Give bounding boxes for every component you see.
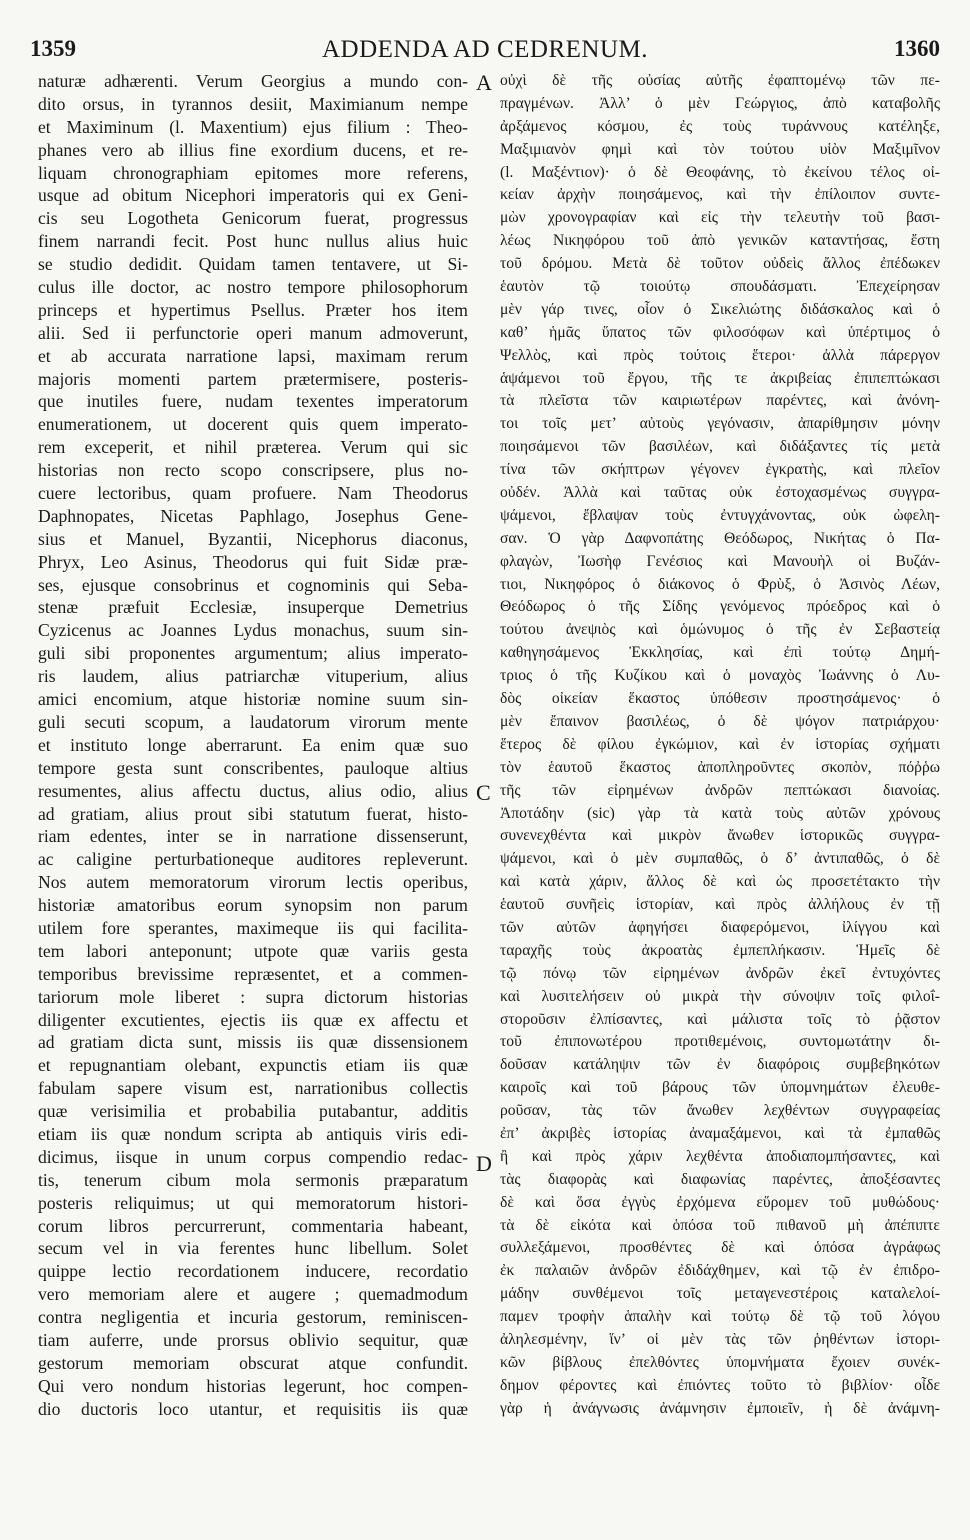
latin-text-line: tempore gesta sunt conscribentes, pauloque altius bbox=[38, 757, 468, 778]
latin-text-line: dicimus, iisque in unum corpus compendio redac- bbox=[38, 1146, 468, 1167]
greek-text-line: Μαξιμιανὸν φημὶ καὶ τὸν τούτου υἱὸν Μαξιμῖνον bbox=[500, 140, 940, 158]
latin-text-line: corum libros percurrerunt, commentaria habeant, bbox=[38, 1215, 468, 1236]
greek-text-line: Θεόδωρος ὁ τῆς Σίδης γενόμενος πρόεδρος καὶ ὁ bbox=[500, 598, 940, 616]
greek-text-line: τῷ πόνῳ τῶν εἰρημένων ἀνδρῶν ἐκεῖ ἐντυχόντες bbox=[500, 964, 940, 982]
latin-text-line: tem labori anteponunt; utpote quæ variis gesta bbox=[38, 940, 468, 961]
margin-marker-c: C bbox=[476, 780, 491, 805]
greek-text-line: Ψελλὸς, καὶ πρὸς τούτοις ἕτεροι· ἀλλὰ πάρεργον bbox=[500, 346, 940, 364]
margin-marker-d: D bbox=[476, 1151, 492, 1176]
latin-text-line: et Maximinum (l. Maxentium) ejus filium : Theo- bbox=[38, 116, 468, 137]
latin-text-line: utilem fore sperantes, maximeque iis qui facilita- bbox=[38, 917, 468, 938]
greek-column bbox=[500, 70, 940, 1525]
latin-text-line: et instituto longe aberrarunt. Ea enim quæ suo bbox=[38, 734, 468, 755]
latin-text-line: guli sibi proponentes argumentum; alius imperato- bbox=[38, 643, 468, 664]
latin-text-line: et ab accurata narratione lapsi, maximam rerum bbox=[38, 345, 468, 366]
latin-text-line: Daphnopates, Nicetas Paphlago, Josephus Gene- bbox=[38, 505, 468, 526]
greek-text-line: καιροῖς καὶ τοῦ βάρους τῶν ὑπομνημάτων ἐλευθε- bbox=[500, 1079, 940, 1097]
greek-text-line: τριος ὁ τῆς Κυζίκου καὶ ὁ μοναχὸς Ἰωάννης ὁ Λυ- bbox=[500, 667, 940, 685]
greek-text-line: ἀληλεσμένην, ἵν’ οἱ μὲν τὰς τῶν ῥηθέντων ἱστορι- bbox=[500, 1330, 940, 1348]
greek-text-line: γὰρ ἡ ἀνάγνωσις ἀνάμνησιν ἐμποιεῖν, ἡ δὲ ἀνάμνη- bbox=[500, 1399, 940, 1417]
latin-text-line: ad gratiam dicta sunt, missis iis quæ dissensionem bbox=[38, 1032, 468, 1053]
latin-text-line: cis seu Logotheta Genicorum fuerat, progressus bbox=[38, 208, 468, 229]
latin-text-line: dio ductoris loco utantur, et requisitis iis quæ bbox=[38, 1398, 468, 1419]
greek-text-line: καθηγησάμενος Ἐκκλησίας, καὶ ἐπὶ τούτῳ Δημή- bbox=[500, 644, 940, 662]
latin-text-line: ses, ejusque consobrinus et cognominis qui Seba- bbox=[38, 574, 468, 595]
left-page-number: 1359 bbox=[30, 36, 76, 61]
latin-text-line: majoris momenti partem prætermisere, posteris- bbox=[38, 368, 468, 389]
greek-text-line: ἑαυτοῦ συνῆεὶς ἱστορίαν, καὶ πρὸς ἀλλήλους ἐν τῇ bbox=[500, 896, 940, 914]
latin-text-line: amici encomium, atque historiæ nomine suum sin- bbox=[38, 689, 468, 710]
greek-text-line: δημον φέροντες καὶ ἐπιόντες τοῦτο τὸ βιβλίον· οἶδε bbox=[500, 1376, 940, 1394]
latin-text-line: que inutiles fuere, nudam texentes imperatorum bbox=[38, 391, 468, 412]
page-header bbox=[30, 36, 940, 66]
greek-text-line: ψάμενοι, καὶ ὁ μὲν συμπαθῶς, ὁ δ’ ἀντιπαθῶς, ὁ δὲ bbox=[500, 850, 940, 868]
latin-text-line: historiæ amatoribus eorum synopsim non parum bbox=[38, 895, 468, 916]
greek-text-line: καθ’ ἡμᾶς ὕπατος τῶν φιλοσόφων καὶ ὑπέρτιμος ὁ bbox=[500, 323, 940, 341]
greek-text-line: ταραχῆς τοὺς ἀκροατὰς ἐμπεπλήκασιν. Ἡμεῖς δὲ bbox=[500, 941, 940, 959]
latin-text-line: temporibus brevissime repræsentet, et a commen- bbox=[38, 963, 468, 984]
greek-text-line: λέως Νικηφόρου τοῦ ἀπὸ γενικῶν καταντήσας, ἔστη bbox=[500, 232, 940, 250]
greek-text-line: ροῦσαν, τὰς τῶν ἄνωθεν λεχθέντων συγγραφείας bbox=[500, 1102, 940, 1120]
latin-text-line: diligenter excutientes, ejectis iis quæ ex affectu et bbox=[38, 1009, 468, 1030]
latin-text-line: Nos autem memoratorum virorum lectis operibus, bbox=[38, 872, 468, 893]
greek-text-line: δὲ καὶ ὅσα ἐγγὺς ἐρχόμενα εὕρομεν τοῦ μυθώδους· bbox=[500, 1193, 940, 1211]
greek-text-line: ἢ καὶ πρὸς χάριν λεχθέντα ἀποδιαπομπήσαντες, καὶ bbox=[500, 1147, 940, 1165]
greek-text-line: τίνα τῶν σκήπτρων γέγονεν ἐγκρατὴς, καὶ πλεῖον bbox=[500, 461, 940, 479]
latin-text-line: Cyzicenus ac Joannes Lydus monachus, suum sin- bbox=[38, 620, 468, 641]
greek-text-line: οὐδέν. Ἀλλὰ καὶ ταῦτας οὐκ ἐστοχασμένως συγγρα- bbox=[500, 484, 940, 502]
latin-text-line: cuere lectoribus, quam profuere. Nam Theodorus bbox=[38, 483, 468, 504]
greek-text-line: δοῦσαν κατάληψιν τῶν ἐν διαφόροις συμβεβηκότων bbox=[500, 1056, 940, 1074]
greek-text-line: παμεν τροφὴν ἁπαλὴν καὶ τούτῳ δὲ τῷ τοῦ λόγου bbox=[500, 1308, 940, 1326]
greek-text-line: Ἀποτάδην (sic) γὰρ τὰ κατὰ τοὺς αὐτῶν χρόνους bbox=[500, 804, 940, 822]
greek-text-line: μὲν ἔπαινον βασιλέως, ὁ δὲ ψόγον πατριάρχου· bbox=[500, 712, 940, 730]
greek-text-line: ψάμενοι, ἔβλαψαν τοὺς ἐντυγχάνοντας, οὐκ ὠφελη- bbox=[500, 506, 940, 524]
greek-text-line: τῆς τῶν εἰρημένων ἀνδρῶν πεπτώκασι διανοίας. bbox=[500, 781, 940, 799]
greek-text-line: δὸς οἰκείαν ἕκαστος ὑπόθεσιν προστησάμενος· ὁ bbox=[500, 690, 940, 708]
latin-text-line: guli secuti scopum, a laudatorum virorum mente bbox=[38, 711, 468, 732]
latin-text-line: ris laudem, alius patriarchæ vituperium, alius bbox=[38, 666, 468, 687]
greek-text-line: οὐχὶ δὲ τῆς οὐσίας αὐτῆς ἐφαπτομένῳ τῶν πε- bbox=[500, 72, 940, 89]
latin-text-line: alii. Sed ii perfunctorie operi manum admoverunt, bbox=[38, 322, 468, 343]
greek-text-line: τὰ δὲ εἰκότα καὶ ὁπόσα τοῦ πιθανοῦ μὴ ἀπέπιπτε bbox=[500, 1216, 940, 1234]
greek-text-line: πραγμένων. Ἀλλ’ ὁ μὲν Γεώργιος, ἀπὸ καταβολῆς bbox=[500, 94, 940, 112]
latin-text-line: et repugnantiam olebant, expunctis etiam iis quæ bbox=[38, 1055, 468, 1076]
latin-text-line: ad gratiam, alius prout sibi statutum fuerat, histo- bbox=[38, 803, 468, 824]
right-page-number: 1360 bbox=[894, 36, 940, 61]
latin-text-line: ac caligine perturbationeque auditores repleverunt. bbox=[38, 849, 468, 870]
greek-text-line: τὰς διαφορὰς καὶ διαφωνίας παρέντες, ἀποξέσαντες bbox=[500, 1170, 940, 1188]
latin-text-line: Phryx, Leo Asinus, Theodorus qui fuit Sidæ præ- bbox=[38, 551, 468, 572]
greek-text-line: ἐκ παλαιῶν ἀνδρῶν ἐδιδάχθημεν, καὶ τῷ ἐν ἐπιδρο- bbox=[500, 1262, 940, 1280]
greek-text-line: ἀρξάμενος κόσμου, ἐς τοὺς τυράννους κατέληξε, bbox=[500, 117, 940, 135]
latin-text-line: resumentes, alius affectu ductus, alius odio, alius bbox=[38, 780, 468, 801]
greek-text-line: ἑαυτὸν τῷ τοιούτῳ σπουδάσματι. Ἐπεχείρησαν bbox=[500, 278, 940, 296]
latin-text-line: stenæ præfuit Ecclesiæ, insuperque Demetrius bbox=[38, 597, 468, 618]
latin-text-line: enumerationem, ut docerent quis quem imperato- bbox=[38, 414, 468, 435]
margin-marker-a: A bbox=[476, 70, 492, 95]
greek-text-line: κείαν ἀρχὴν ποιησάμενος, καὶ τὴν ἐπίλοιπον συντε- bbox=[500, 186, 940, 204]
latin-text-line: rem exceperit, et nihil præterea. Verum qui sic bbox=[38, 437, 468, 458]
greek-text-line: τὰ πλεῖστα τῶν καιριωτέρων παρέντες, καὶ ἀνόνη- bbox=[500, 392, 940, 410]
greek-text-line: τοῦ ἐπιπονωτέρου προτιθεμένοις, συντομωτάτην δι- bbox=[500, 1033, 940, 1051]
greek-text-line: συνενεχθέντα καὶ μικρὸν ἄνωθεν ἱστορικῶς συγγρα- bbox=[500, 827, 940, 845]
latin-text-line: vero memoriam alere et augere ; quemadmodum bbox=[38, 1284, 468, 1305]
latin-text-line: tariorum mole liberet : supra dictorum historias bbox=[38, 986, 468, 1007]
latin-text-line: contra negligentia et incuria gestorum, reminiscen- bbox=[38, 1307, 468, 1328]
greek-text-line: τιοι, Νικηφόρος ὁ διάκονος ὁ Φρὺξ, ὁ Ἀσινὸς Λέων, bbox=[500, 575, 940, 593]
running-title: ADDENDA AD CEDRENUM. bbox=[322, 36, 648, 63]
greek-text-line: καὶ κατὰ χάριν, ἄλλος δὲ καὶ ὡς προσετέτακτο τὴν bbox=[500, 873, 940, 891]
latin-text-line: quæ verisimilia et probabilia putabantur, additis bbox=[38, 1101, 468, 1122]
greek-text-line: (l. Μαξέντιον)· ὁ δὲ Θεοφάνης, τὸ ἐκείνου τέλος οἰ- bbox=[500, 163, 940, 181]
greek-text-line: καὶ λυσιτελήσειν οὐ μικρὰ τὴν σύνοψιν τοῖς φιλοΐ- bbox=[500, 987, 940, 1005]
greek-text-line: μὲν γάρ τινες, οἷον ὁ Σικελιώτης διδάσκαλος καὶ ὁ bbox=[500, 300, 940, 318]
latin-text-line: liquam chronographiam epitomes more referens, bbox=[38, 162, 468, 183]
latin-text-line: quippe lectio recordationem inducere, recordatio bbox=[38, 1261, 468, 1282]
greek-text-line: τὸν ἑαυτοῦ ἕκαστος ἀποπληροῦντες σκοπὸν, πόῤῥω bbox=[500, 758, 940, 776]
latin-text-line: tis, tenerum cibum mola sermonis præparatum bbox=[38, 1169, 468, 1190]
greek-text-line: τούτου ἀνεψιὸς καὶ ὁμώνυμος ὁ τῆς ἐν Σεβαστείᾳ bbox=[500, 621, 940, 639]
greek-text-line: σαν. Ὁ γὰρ Δαφνοπάτης Θεόδωρος, Νικήτας ὁ Πα- bbox=[500, 529, 940, 547]
latin-text-line: riam edentes, inter se in narratione dissenserunt, bbox=[38, 826, 468, 847]
greek-text-line: στοροῦσιν ἐλπίσαντες, καὶ μάλιστα τοῖς τὸ ῥᾷστον bbox=[500, 1010, 940, 1028]
latin-text-line: princeps et hypertimus Psellus. Præter hos item bbox=[38, 299, 468, 320]
greek-text-line: μὼν χρονογραφίαν καὶ εἰς τὴν τελευτὴν τοῦ βασι- bbox=[500, 209, 940, 227]
greek-text-line: ἁψάμενοι τοῦ ἔργου, τῆς τε ἀκριβείας ἐπιπεπτώκασι bbox=[500, 369, 940, 387]
latin-text-line: se studio dedidit. Quidam tamen tentavere, ut Si- bbox=[38, 254, 468, 275]
latin-text-line: culus ille doctor, ac nostro tempore philosophorum bbox=[38, 277, 468, 298]
greek-text-line: ἐπ’ ἀκριβὲς ἱστορίας ἀναμαξάμενοι, καὶ τὰ ἐμπαθῶς bbox=[500, 1124, 940, 1142]
greek-text-line: κῶν βίβλους ἐπελθόντες ὑπομνήματα ἔχοιεν συνέκ- bbox=[500, 1353, 940, 1371]
latin-text-line: usque ad obitum Nicephori imperatoris qui ex Geni- bbox=[38, 185, 468, 206]
latin-text-line: phanes vero ab illius fine exordium ducens, et re- bbox=[38, 139, 468, 160]
latin-text-line: historias non recto scopo conscripsere, plus no- bbox=[38, 460, 468, 481]
latin-text-line: sius et Manuel, Byzantii, Nicephorus diaconus, bbox=[38, 528, 468, 549]
greek-text-line: ποιησάμενοι τῶν βασιλέων, καὶ διδάξαντες τίς μετὰ bbox=[500, 438, 940, 456]
greek-text-line: ἕτερος δὲ φίλου ἐγκώμιον, καὶ ἐν ἱστορίας σχήματι bbox=[500, 735, 940, 753]
latin-column bbox=[38, 70, 468, 1525]
latin-text-line: tiam auferre, unde prorsus oblivio sequitur, quæ bbox=[38, 1329, 468, 1350]
greek-text-line: μάδην συνθέμενοι τοῖς μεταγενεστέροις καταλελοί- bbox=[500, 1285, 940, 1303]
greek-text-line: φλαγὼν, Ἰωσὴφ Γενέσιος καὶ Μανουὴλ οἱ Βυζάν- bbox=[500, 552, 940, 570]
latin-text-line: naturæ adhærenti. Verum Georgius a mundo con- bbox=[38, 71, 468, 91]
latin-text-line: Qui vero nondum historias legerunt, hoc compen- bbox=[38, 1375, 468, 1396]
latin-text-line: posteris reliquimus; ut qui memoratorum histori- bbox=[38, 1192, 468, 1213]
latin-text-line: finem narrandi fecit. Post hunc nullus alius huic bbox=[38, 231, 468, 252]
latin-text-line: fabulam sapere visum est, narrationibus collectis bbox=[38, 1078, 468, 1099]
greek-text-line: τοῦ δρόμου. Μετὰ δὲ τοῦτον οὐδεὶς ἄλλος ἐπέδωκεν bbox=[500, 255, 940, 273]
latin-text-line: dito orsus, in tyrannos desiit, Maximianum nempe bbox=[38, 93, 468, 114]
greek-text-line: συλλεξάμενοι, προσθέντες δὲ καὶ ὁπόσα ἀγράφως bbox=[500, 1239, 940, 1257]
latin-text-line: etiam iis quæ nondum scripta ab antiquis viris edi- bbox=[38, 1123, 468, 1144]
latin-text-line: secum vel in via ferentes hunc libellum. Solet bbox=[38, 1238, 468, 1259]
greek-text-line: τῶν αὐτῶν ἀφηγήσει διαφερόμενοι, ἰλίγγου καὶ bbox=[500, 918, 940, 936]
latin-text-line: gestorum memoriam obscurat atque confundit. bbox=[38, 1352, 468, 1373]
greek-text-line: τοι τοῖς μετ’ αὐτοὺς γεγόνασιν, ἀπαρίθμησιν μόνην bbox=[500, 415, 940, 433]
